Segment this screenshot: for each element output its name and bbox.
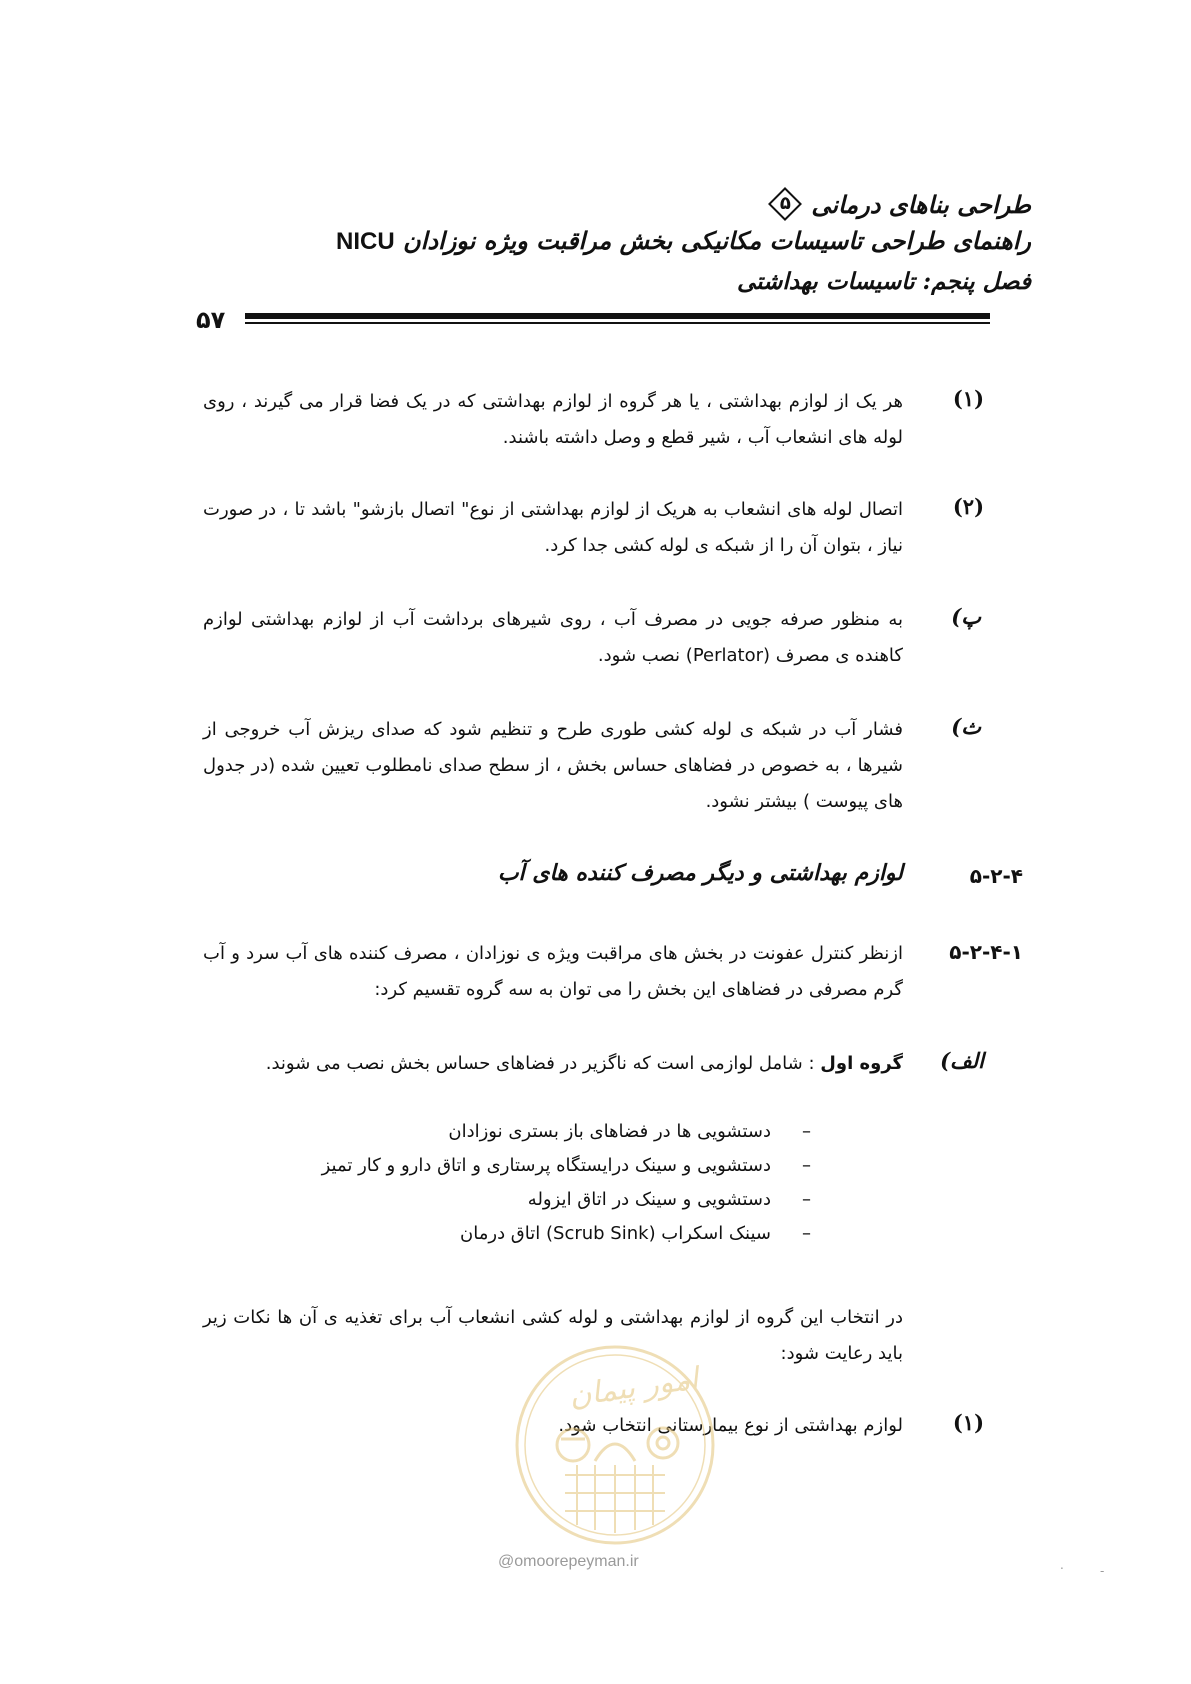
item-marker-1: (۱) bbox=[952, 386, 984, 411]
series-number: ۵ bbox=[779, 193, 791, 214]
subsection-number: ۵-۲-۴-۱ bbox=[949, 940, 1023, 964]
list-item: –دستشویی و سینک درایستگاه پرستاری و اتاق دارو و کار تمیز bbox=[321, 1155, 811, 1176]
watermark-logo-text: امور پیمان bbox=[566, 1361, 701, 1414]
subsection-text: ازنظر کنترل عفونت در بخش های مراقبت ویژه ی نوزادان ، مصرف کننده های آب سرد و آب گرم مصرفی در فضاهای این بخش را می توان به سه گروه تقسیم کرد: bbox=[203, 943, 903, 1000]
paragraph-4: فشار آب در شبکه ی لوله کشی طوری طرح و تنظیم شود که صدای ریزش آب خروجی از شیرها ، به خصوص در فضاهای حساس بخش ، از سطح صدای نامطلوب تعیین شده (در جدول های پیوست ) بیشتر نشود. bbox=[203, 719, 903, 812]
selection-note: در انتخاب این گروه از لوازم بهداشتی و لوله کشی انشعاب آب برای تغذیه ی آن ها نکات زیر باید رعایت شود: bbox=[203, 1307, 903, 1364]
scan-speck: - bbox=[1100, 1564, 1105, 1578]
paragraph-1: هر یک از لوازم بهداشتی ، یا هر گروه از لوازم بهداشتی که در یک فضا قرار می گیرند ، روی لوله های انشعاب آب ، شیر قطع و وصل داشته باشند. bbox=[203, 391, 903, 448]
section-title: لوازم بهداشتی و دیگر مصرف کننده های آب bbox=[497, 860, 903, 886]
group1-paragraph: گروه اول : شامل لوازمی است که ناگزیر در فضاهای حساس بخش نصب می شوند. bbox=[265, 1053, 903, 1074]
header-rule-thin bbox=[245, 322, 990, 324]
group1-text: شامل لوازمی است که ناگزیر در فضاهای حساس بخش نصب می شوند. bbox=[265, 1053, 803, 1074]
paragraph-3: به منظور صرفه جویی در مصرف آب ، روی شیرهای برداشت آب از لوازم بهداشتی لوازم کاهنده ی مصرف (Perlator) نصب شود. bbox=[203, 609, 903, 666]
paragraph-2: اتصال لوله های انشعاب به هریک از لوازم بهداشتی از نوع" اتصال بازشو" باشد تا ، در صورت نیاز ، بتوان آن را از شبکه ی لوله کشی جدا کرد. bbox=[203, 499, 903, 556]
header-rule-thick bbox=[245, 313, 990, 319]
item-marker-pe: پ) bbox=[951, 604, 981, 629]
list-item: –سینک اسکراب (Scrub Sink) اتاق درمان bbox=[460, 1223, 811, 1244]
page-number: ۵۷ bbox=[196, 306, 226, 334]
chapter-title: فصل پنجم: تاسیسات بهداشتی bbox=[736, 268, 1031, 295]
section-number: ۵-۲-۴ bbox=[969, 864, 1023, 888]
item-marker-alef: الف) bbox=[940, 1048, 984, 1073]
series-title-line bbox=[767, 186, 1031, 222]
list-item: –دستشویی ها در فضاهای باز بستری نوزادان bbox=[448, 1121, 811, 1142]
last-item-text: لوازم بهداشتی از نوع بیمارستانی انتخاب شود. bbox=[558, 1415, 903, 1436]
guide-title: راهنمای طراحی تاسیسات مکانیکی بخش مراقبت ویژه نوزادان bbox=[403, 226, 1031, 255]
group1-label: گروه اول bbox=[820, 1053, 903, 1074]
guide-title-latin: NICU bbox=[336, 228, 395, 255]
scan-speck: . bbox=[1060, 1558, 1064, 1572]
watermark-site: @omoorepeyman.ir bbox=[498, 1553, 639, 1570]
series-number-badge bbox=[767, 186, 803, 222]
guide-title-line bbox=[336, 226, 1031, 256]
list-item: –دستشویی و سینک در اتاق ایزوله bbox=[527, 1189, 811, 1210]
item-marker-2: (۲) bbox=[952, 494, 984, 519]
item-marker-se: ث) bbox=[951, 714, 981, 739]
watermark-logo-icon bbox=[495, 1335, 735, 1555]
series-title: طراحی بناهای درمانی bbox=[811, 189, 1031, 219]
fixture-list bbox=[322, 1115, 811, 1251]
item-marker-last: (۱) bbox=[952, 1410, 984, 1435]
